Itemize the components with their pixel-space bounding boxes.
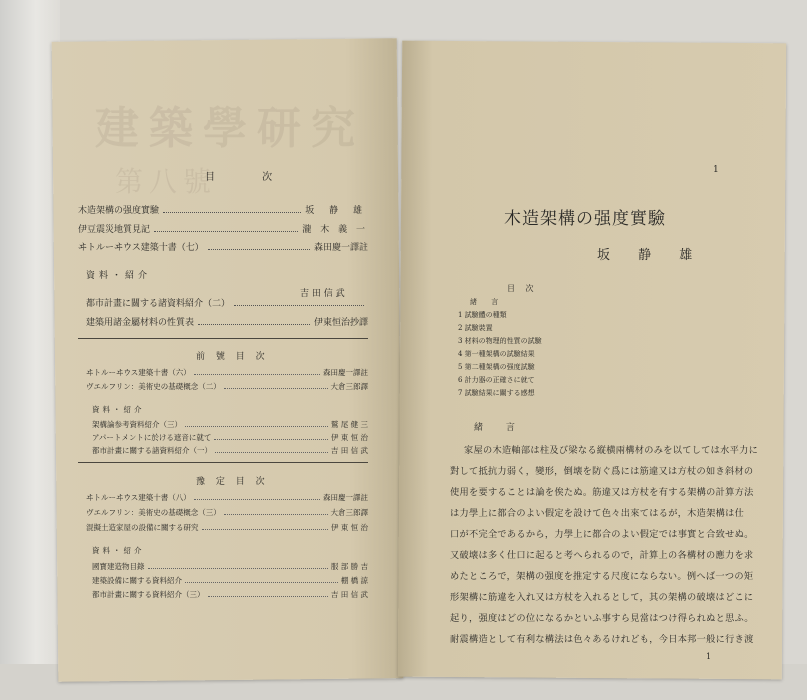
article-author: 坂 静 雄: [597, 248, 705, 263]
toc-entry: [86, 315, 368, 328]
toc-entry-title: 都市計畫に關する諸資料紹介（二）: [86, 299, 231, 309]
planned-contents-title: 豫 定 目 次: [196, 477, 269, 487]
toc-entry: [78, 222, 368, 235]
contents-item: 3 材料の物理的性質の試驗: [458, 337, 542, 345]
contents-item: 6 計力器の正確さに就て: [458, 376, 535, 384]
body-line: は力學上に都合のよい假定を設けて色々出來てはるが，木造架構は仕: [450, 508, 745, 519]
display-glass-edge: [0, 0, 60, 700]
body-line: 形架構に筋違を入れ又は方杖を入れるとして，其の架構の破壊はどこに: [450, 592, 754, 603]
toc-entry-title: ヰトルーヰウス建築十書（七）: [78, 243, 204, 253]
toc-entry: [86, 296, 368, 309]
toc-entry: [78, 240, 368, 253]
page-number-bottom: 1: [706, 652, 712, 661]
contents-item: 7 試驗結果に關する感想: [458, 389, 535, 397]
toc-entry-title: 伊豆震災地質見記: [78, 225, 151, 235]
toc-entry: 混擬土造家屋の設備に關する研究 伊 東 恒 治: [86, 523, 368, 532]
bleed-through-subtitle: 第八號: [115, 165, 218, 198]
toc-entry: 都市計畫に關する諸資料紹介（一） 吉 田 信 武: [92, 446, 368, 455]
toc-entry: ヰトルーヰウス建築十書（八） 森田慶一譯註: [86, 493, 368, 502]
contents-item: 4 第一種架構の試驗結果: [458, 350, 535, 358]
body-line: 使用を要することは論を俟たぬ。筋違又は方杖を有する架構の計算方法: [450, 487, 754, 498]
body-line: めたところで，架構の强度を推定する尺度にならない。例へば一つの矩: [450, 571, 754, 582]
contents-item: 1 試驗體の種類: [458, 311, 507, 319]
body-line: 口が不完全であるから，力學上に都合のよい假定では事實と合致せぬ。: [450, 529, 754, 540]
page-number-top: 1: [713, 165, 719, 175]
toc-entry: 架構論参考資料紹介（三） 鷲 尾 健 三: [92, 420, 368, 429]
body-line: 起り，强度はどの位になるかといふ事すら見當はつけ得られぬと思ふ。: [450, 613, 754, 624]
toc-entry-author: 伊東恒治抄譯: [313, 318, 368, 328]
section-heading: 緒 言: [474, 423, 525, 433]
toc-title: 目 次: [205, 172, 295, 183]
body-line: 耐震構造として有利な構法は色々あるけれども，今日本邦一般に行き渡: [450, 634, 754, 645]
divider: [78, 462, 368, 463]
contents-item: 緒 言: [470, 298, 505, 306]
toc-entry: 建築設備に關する資料紹介 棚 橋 諒: [92, 576, 368, 585]
resources-heading: 資料・紹介: [86, 271, 152, 281]
next-resources-heading: 資料・紹介: [92, 546, 145, 555]
toc-entry: 國寳建造物目錄 服 部 勝 吉: [92, 562, 368, 571]
prev-issue-title: 前 號 目 次: [196, 352, 269, 362]
body-line: 對して抵抗力弱く，變形，倒壊を防ぐ爲には筋違又は方杖の如き斜材の: [450, 466, 754, 477]
article-title: 木造架構の强度實驗: [504, 209, 666, 229]
toc-entry: 都市計畫に關する資料紹介（三） 吉 田 信 武: [92, 590, 368, 599]
contents-heading: 目 次: [507, 284, 538, 293]
bleed-through-title: 建築學研究: [95, 103, 365, 154]
toc-entry: ヴエルフリン：美術史の基礎概念（二） 大倉三郎譯: [86, 382, 368, 391]
toc-entry-author: 瀧 木 義 一: [302, 225, 368, 235]
contents-item: 5 第二種架構の强度試驗: [458, 363, 535, 371]
contents-item: 2 試驗裝置: [458, 324, 493, 332]
toc-entry: [78, 203, 368, 216]
toc-entry-author: 坂 静 雄: [305, 206, 368, 216]
toc-entry: アパートメントに於ける遮音に就て 伊 東 恒 治: [92, 433, 368, 442]
toc-entry: ヰトルーヰウス建築十書（六） 森田慶一譯註: [86, 368, 368, 377]
prev-resources-heading: 資料・紹介: [92, 405, 145, 414]
right-page: [398, 41, 786, 680]
toc-entry-title: 建築用諸金屬材料の性質表: [86, 318, 195, 328]
toc-entry: ヴエルフリン：美術史の基礎概念（三） 大倉三郎譯: [86, 508, 368, 517]
toc-entry-author: 森田慶一譯註: [313, 243, 368, 253]
resources-editor: 吉 田 信 武: [300, 289, 345, 299]
divider: [78, 338, 368, 339]
body-line: 家屋の木造軸部は柱及び梁なる縦横兩構材のみを以てしては水平力に: [464, 445, 759, 456]
body-line: 又破壊は多く仕口に起ると考へられるので，計算上の各構材の應力を求: [450, 550, 754, 561]
toc-entry-title: 木造架構の强度實驗: [78, 206, 160, 216]
